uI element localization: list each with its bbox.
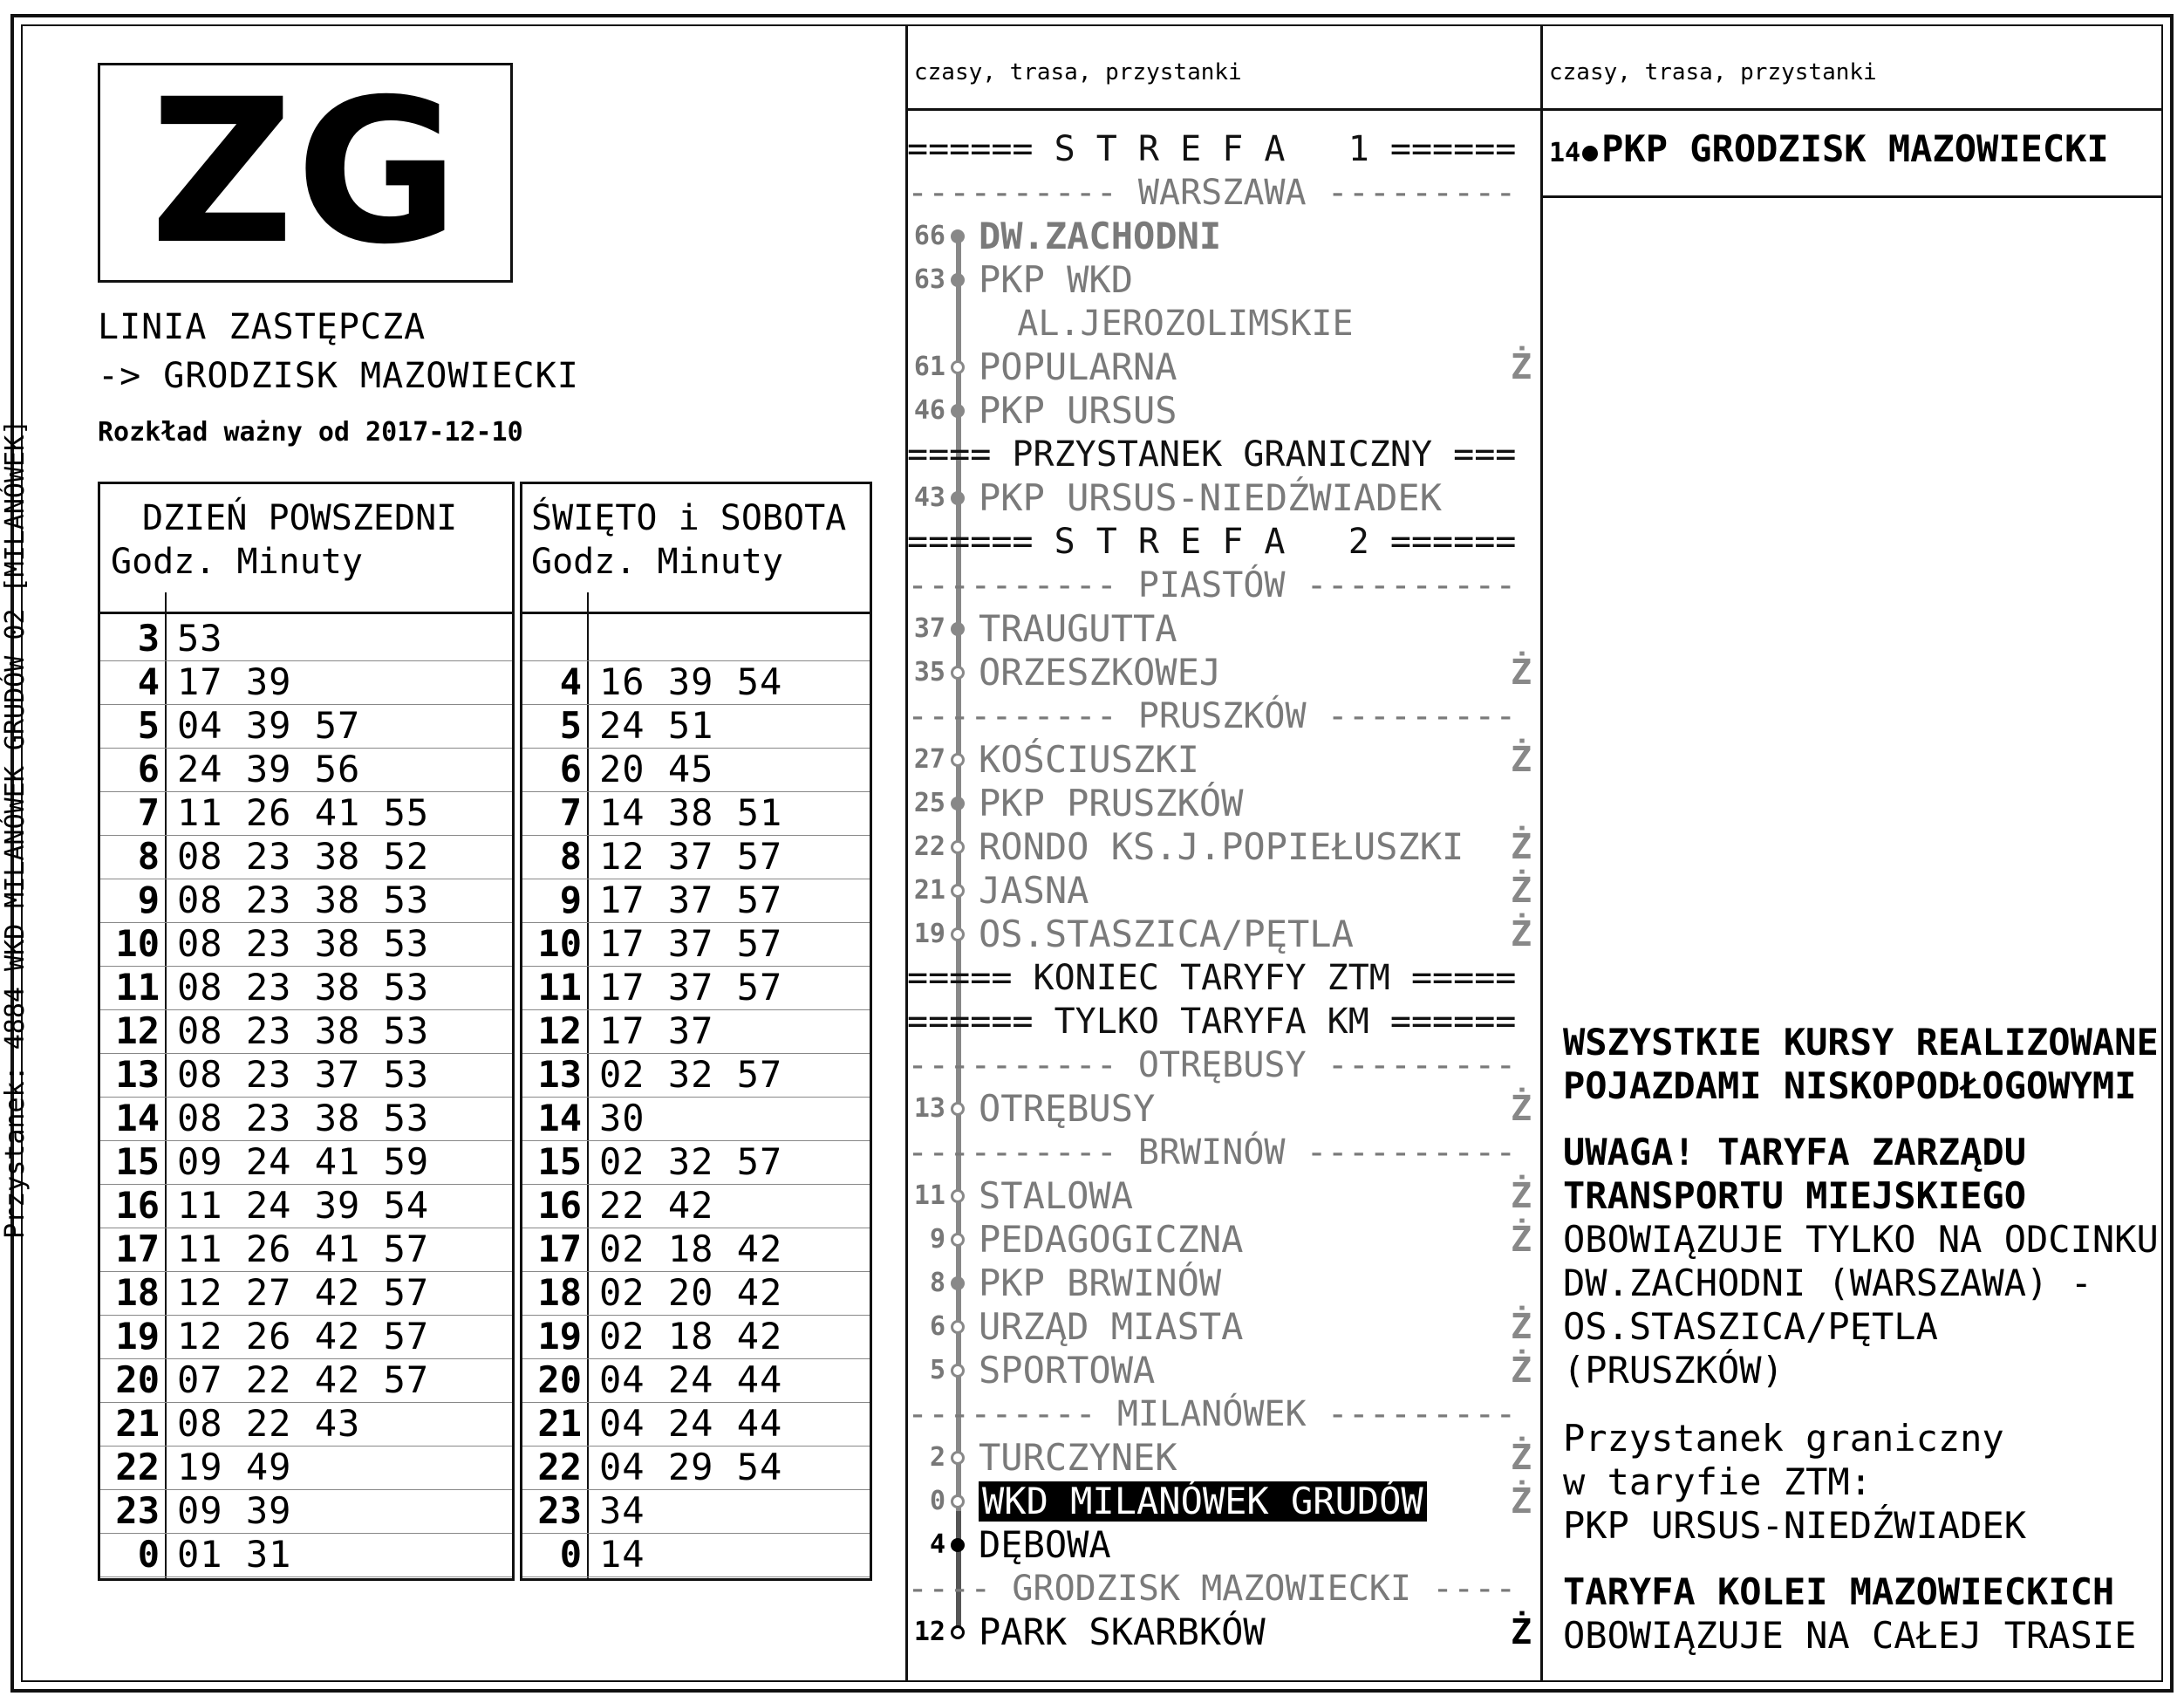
table-row	[100, 922, 512, 967]
hour-cell: 21	[537, 1402, 582, 1445]
stop-name: PKP BRWINÓW	[979, 1262, 1222, 1304]
on-request-mark: Ż	[1511, 1438, 1532, 1478]
stop-dot-on-request-icon	[951, 753, 965, 767]
table-row	[100, 1097, 512, 1141]
minutes-cell: 08 23 38 52	[177, 835, 430, 878]
stop-subtitle: AL.JEROZOLIMSKIE	[954, 304, 1354, 344]
zone-divider: ====== S T R E F A 1 ======	[907, 129, 1517, 169]
stop-time: 61	[913, 352, 945, 382]
hour-cell: 3	[137, 617, 160, 660]
zone-divider: ====== TYLKO TARYFA KM ======	[907, 1002, 1517, 1042]
stop-time: 66	[913, 221, 945, 251]
table-row	[522, 879, 870, 923]
town-divider: ---- GRODZISK MAZOWIECKI ----	[907, 1569, 1517, 1609]
table-row	[522, 704, 870, 749]
line-direction: -> GRODZISK MAZOWIECKI	[98, 356, 579, 396]
hour-cell: 15	[115, 1140, 160, 1183]
route-stop	[911, 913, 1539, 956]
stop-time: 9	[929, 1224, 945, 1255]
stop-dot-on-request-icon	[951, 884, 965, 898]
note-line: WSZYSTKIE KURSY REALIZOWANE	[1563, 1021, 2159, 1064]
stop-name: PKP PRUSZKÓW	[979, 782, 1244, 824]
stop-dot-filled-icon	[951, 622, 965, 636]
holiday-timetable	[520, 482, 872, 1581]
stop-name: WKD MILANÓWEK GRUDÓW	[979, 1481, 1427, 1522]
on-request-mark: Ż	[1511, 1612, 1532, 1652]
stop-dot-on-request-icon	[951, 1233, 965, 1247]
stop-dot-on-request-icon	[951, 1320, 965, 1334]
route-stop	[911, 215, 1539, 258]
stop-name: SPORTOWA	[979, 1349, 1156, 1392]
hour-cell: 0	[559, 1533, 582, 1576]
stop-side-label: Przystanek: 4884 WKD MILANÓWEK GRUDÓW 02 [MILANÓWEK]	[0, 419, 31, 1239]
route-stop	[911, 869, 1539, 913]
stop-dot-filled-icon	[951, 491, 965, 505]
stop-name: OTRĘBUSY	[979, 1087, 1156, 1130]
table-row	[522, 1533, 870, 1577]
stop-time: 11	[913, 1180, 945, 1211]
table-row	[100, 1533, 512, 1577]
holiday-title: ŚWIĘTO i SOBOTA	[531, 498, 847, 538]
minutes-cell: 12 27 42 57	[177, 1271, 430, 1314]
hour-cell: 16	[537, 1184, 582, 1227]
minutes-cell: 20 45	[599, 748, 714, 790]
minutes-cell: 14 38 51	[599, 791, 783, 834]
destination-name: PKP GRODZISK MAZOWIECKI	[1601, 127, 2109, 170]
hour-cell: 17	[115, 1228, 160, 1270]
stop-dot-filled-icon	[951, 1276, 965, 1290]
header-rule	[907, 108, 2163, 111]
minutes-cell: 07 22 42 57	[177, 1358, 430, 1401]
stop-name: ORZESZKOWEJ	[979, 651, 1222, 694]
hour-cell: 7	[137, 791, 160, 834]
stop-name: DĘBOWA	[979, 1523, 1111, 1566]
table-row	[522, 1184, 870, 1228]
stop-time: 25	[913, 788, 945, 818]
hour-cell: 11	[537, 966, 582, 1009]
table-row	[100, 1315, 512, 1359]
note-line: TRANSPORTU MIEJSKIEGO	[1563, 1174, 2027, 1217]
stop-time: 4	[929, 1529, 945, 1560]
stop-time: 35	[913, 657, 945, 687]
stop-name: PKP WKD	[979, 258, 1134, 301]
minutes-cell: 17 37 57	[599, 879, 783, 921]
note-line: OBOWIĄZUJE NA CAŁEJ TRASIE	[1563, 1614, 2137, 1657]
stop-name: STALOWA	[979, 1174, 1134, 1217]
hour-cell: 14	[537, 1097, 582, 1139]
minutes-cell: 12 37 57	[599, 835, 783, 878]
route-stop	[911, 1087, 1539, 1131]
table-row	[100, 791, 512, 836]
line-title: LINIA ZASTĘPCZA	[98, 307, 427, 347]
route-stop	[911, 258, 1539, 302]
hour-cell: 6	[559, 748, 582, 790]
minutes-cell: 02 32 57	[599, 1140, 783, 1183]
minutes-cell: 24 51	[599, 704, 714, 747]
table-row	[522, 1358, 870, 1403]
table-row	[100, 748, 512, 792]
on-request-mark: Ż	[1511, 1176, 1532, 1216]
minutes-cell: 01 31	[177, 1533, 292, 1576]
on-request-mark: Ż	[1511, 827, 1532, 867]
hour-cell: 19	[115, 1315, 160, 1358]
table-row	[522, 1009, 870, 1054]
hour-cell: 8	[137, 835, 160, 878]
stop-dot-on-request-icon	[951, 1102, 965, 1116]
stop-time: 8	[929, 1268, 945, 1298]
town-divider: ---------- WARSZAWA ---------	[907, 173, 1517, 213]
hour-cell: 11	[115, 966, 160, 1009]
table-row	[100, 1009, 512, 1054]
on-request-mark: Ż	[1511, 1481, 1532, 1522]
table-row	[100, 1140, 512, 1185]
table-row	[522, 748, 870, 792]
hour-cell: 15	[537, 1140, 582, 1183]
minutes-cell: 19 49	[177, 1446, 292, 1488]
table-row	[100, 879, 512, 923]
minutes-cell: 04 29 54	[599, 1446, 783, 1488]
hour-cell: 14	[115, 1097, 160, 1139]
stop-dot-on-request-icon	[951, 1189, 965, 1203]
table-row	[522, 835, 870, 879]
valid-from: Rozkład ważny od 2017-12-10	[98, 417, 523, 448]
weekday-header	[100, 484, 512, 614]
minutes-cell: 17 37 57	[599, 966, 783, 1009]
current-stop	[911, 1480, 1539, 1523]
minutes-cell: 53	[177, 617, 223, 660]
minutes-cell: 12 26 42 57	[177, 1315, 430, 1358]
stop-time: 43	[913, 482, 945, 513]
zone-divider: ====== S T R E F A 2 ======	[907, 522, 1517, 562]
town-divider: ---------- PIASTÓW ----------	[907, 565, 1517, 605]
hour-cell: 21	[115, 1402, 160, 1445]
minutes-cell: 22 42	[599, 1184, 714, 1227]
table-row	[100, 617, 512, 661]
hour-cell: 0	[137, 1533, 160, 1576]
stop-name: PKP URSUS-NIEDŹWIADEK	[979, 476, 1443, 519]
town-divider: --------- MILANÓWEK ---------	[907, 1394, 1517, 1434]
on-request-mark: Ż	[1511, 1307, 1532, 1347]
destination-time: 14	[1549, 138, 1581, 168]
stop-time: 13	[913, 1093, 945, 1124]
stop-name: RONDO KS.J.POPIEŁUSZKI	[979, 825, 1464, 868]
hour-cell: 5	[559, 704, 582, 747]
town-divider: ---------- PRUSZKÓW ---------	[907, 696, 1517, 736]
table-row	[522, 1228, 870, 1272]
stop-dot-on-request-icon	[951, 1494, 965, 1508]
table-row	[100, 660, 512, 705]
route-stop	[911, 1611, 1539, 1654]
minutes-cell: 30	[599, 1097, 645, 1139]
hour-cell: 17	[537, 1228, 582, 1270]
stop-name: JASNA	[979, 869, 1089, 912]
table-row	[522, 1446, 870, 1490]
table-row	[522, 791, 870, 836]
note-line: w taryfie ZTM:	[1563, 1460, 1873, 1503]
stop-time: 19	[913, 919, 945, 949]
minutes-cell: 09 39	[177, 1489, 292, 1532]
stop-time: 0	[929, 1486, 945, 1516]
weekday-title: DZIEŃ POWSZEDNI	[142, 498, 458, 538]
destination	[1549, 127, 2109, 175]
table-row	[522, 1271, 870, 1316]
note-line: POJAZDAMI NISKOPODŁOGOWYMI	[1563, 1064, 2137, 1107]
minutes-cell: 02 32 57	[599, 1053, 783, 1096]
table-row	[100, 1271, 512, 1316]
route-stop	[911, 1349, 1539, 1392]
hour-cell: 16	[115, 1184, 160, 1227]
stop-dot-filled-icon	[951, 404, 965, 418]
minutes-cell: 11 26 41 55	[177, 791, 430, 834]
minutes-cell: 11 26 41 57	[177, 1228, 430, 1270]
hour-cell: 4	[559, 660, 582, 703]
route-header-left: czasy, trasa, przystanki	[914, 59, 1242, 85]
column-divider-right	[1540, 24, 1543, 1682]
minutes-cell: 14	[599, 1533, 645, 1576]
minutes-cell: 08 23 37 53	[177, 1053, 430, 1096]
table-row	[522, 966, 870, 1010]
destination-dot-icon	[1582, 146, 1598, 161]
minutes-cell: 08 23 38 53	[177, 1009, 430, 1052]
stop-time: 63	[913, 264, 945, 295]
hour-cell: 22	[115, 1446, 160, 1488]
table-row	[522, 1053, 870, 1098]
on-request-mark: Ż	[1511, 1089, 1532, 1129]
note-line: OS.STASZICA/PĘTLA	[1563, 1305, 1938, 1348]
route-stop	[911, 738, 1539, 782]
minutes-cell: 08 23 38 53	[177, 1097, 430, 1139]
minutes-cell: 04 39 57	[177, 704, 361, 747]
route-stop	[911, 1174, 1539, 1218]
table-row	[100, 1489, 512, 1534]
stop-name: OS.STASZICA/PĘTLA	[979, 913, 1354, 955]
table-row	[522, 1097, 870, 1141]
minutes-cell: 11 24 39 54	[177, 1184, 430, 1227]
stop-dot-on-request-icon	[951, 840, 965, 854]
route-stop	[911, 825, 1539, 869]
table-row	[522, 1140, 870, 1185]
stop-time: 12	[913, 1617, 945, 1647]
hour-cell: 10	[537, 922, 582, 965]
stop-time: 37	[913, 613, 945, 644]
table-row	[522, 922, 870, 967]
on-request-mark: Ż	[1511, 653, 1532, 693]
route-stop	[911, 607, 1539, 651]
stop-time: 6	[929, 1311, 945, 1342]
stop-name: PARK SKARBKÓW	[979, 1611, 1266, 1653]
hour-cell: 18	[115, 1271, 160, 1314]
hour-cell: 6	[137, 748, 160, 790]
route-stop	[911, 1436, 1539, 1480]
weekday-subtitle: Godz. Minuty	[111, 542, 363, 582]
on-request-mark: Ż	[1511, 871, 1532, 911]
hour-cell: 13	[115, 1053, 160, 1096]
on-request-mark: Ż	[1511, 914, 1532, 954]
table-row	[100, 704, 512, 749]
minutes-cell: 04 24 44	[599, 1358, 783, 1401]
stop-time: 2	[929, 1442, 945, 1473]
stop-time: 5	[929, 1355, 945, 1385]
table-row	[522, 1489, 870, 1534]
minutes-cell: 02 18 42	[599, 1315, 783, 1358]
weekday-timetable	[98, 482, 515, 1581]
stop-name: TURCZYNEK	[979, 1436, 1177, 1479]
table-row	[100, 1402, 512, 1447]
stop-dot-filled-icon	[951, 273, 965, 287]
on-request-mark: Ż	[1511, 740, 1532, 780]
stop-name: DW.ZACHODNI	[979, 215, 1222, 257]
hour-cell: 5	[137, 704, 160, 747]
minutes-cell: 17 37	[599, 1009, 714, 1052]
note-line: (PRUSZKÓW)	[1563, 1349, 1784, 1392]
on-request-mark: Ż	[1511, 347, 1532, 387]
minutes-cell: 17 37 57	[599, 922, 783, 965]
hour-cell: 20	[537, 1358, 582, 1401]
minutes-cell: 08 22 43	[177, 1402, 361, 1445]
minutes-cell: 24 39 56	[177, 748, 361, 790]
stop-dot-on-request-icon	[951, 360, 965, 374]
minutes-cell: 04 24 44	[599, 1402, 783, 1445]
route-stop	[911, 389, 1539, 433]
on-request-mark: Ż	[1511, 1351, 1532, 1391]
minutes-cell: 08 23 38 53	[177, 922, 430, 965]
route-stop	[911, 1218, 1539, 1262]
note-line: Przystanek graniczny	[1563, 1417, 2004, 1460]
table-row	[100, 1184, 512, 1228]
stop-dot-on-request-icon	[951, 1364, 965, 1378]
minutes-cell: 08 23 38 53	[177, 966, 430, 1009]
table-row	[100, 1446, 512, 1490]
minutes-cell: 02 18 42	[599, 1228, 783, 1270]
stop-dot-filled-icon	[951, 1538, 965, 1552]
stop-time: 27	[913, 744, 945, 775]
minutes-cell: 17 39	[177, 660, 292, 703]
route-header-right: czasy, trasa, przystanki	[1549, 59, 1877, 85]
stop-dot-on-request-icon	[951, 1451, 965, 1465]
on-request-mark: Ż	[1511, 1220, 1532, 1260]
hour-cell: 12	[115, 1009, 160, 1052]
note-line: DW.ZACHODNI (WARSZAWA) -	[1563, 1262, 2092, 1304]
route-stop	[911, 476, 1539, 520]
hour-cell: 9	[559, 879, 582, 921]
route-stop	[911, 1523, 1539, 1567]
table-row	[522, 660, 870, 705]
route-stop	[911, 1305, 1539, 1349]
table-row	[100, 835, 512, 879]
table-row	[100, 1228, 512, 1272]
stop-name: TRAUGUTTA	[979, 607, 1177, 650]
stop-dot-on-request-icon	[951, 666, 965, 680]
minutes-cell: 34	[599, 1489, 645, 1532]
hour-cell: 23	[537, 1489, 582, 1532]
route-stop	[911, 651, 1539, 694]
stop-name: URZĄD MIASTA	[979, 1305, 1244, 1348]
stop-time: 22	[913, 831, 945, 862]
note-line: TARYFA KOLEI MAZOWIECKICH	[1563, 1570, 2115, 1613]
stop-dot-filled-icon	[951, 229, 965, 243]
stop-time: 21	[913, 875, 945, 906]
zone-divider: ==== PRZYSTANEK GRANICZNY ===	[907, 434, 1517, 475]
hour-cell: 12	[537, 1009, 582, 1052]
table-row	[100, 966, 512, 1010]
stop-dot-filled-icon	[951, 797, 965, 810]
note-line: PKP URSUS-NIEDŹWIADEK	[1563, 1504, 2027, 1547]
hour-cell: 18	[537, 1271, 582, 1314]
stop-name: PEDAGOGICZNA	[979, 1218, 1244, 1261]
hour-cell: 19	[537, 1315, 582, 1358]
town-divider: ---------- OTRĘBUSY ---------	[907, 1045, 1517, 1085]
table-row	[100, 1053, 512, 1098]
route-stop	[911, 1262, 1539, 1305]
stop-name: KOŚCIUSZKI	[979, 738, 1199, 781]
stop-time: 46	[913, 395, 945, 426]
town-divider: ---------- BRWINÓW ----------	[907, 1132, 1517, 1173]
hour-cell: 20	[115, 1358, 160, 1401]
stop-name: POPULARNA	[979, 345, 1177, 388]
table-row	[522, 617, 870, 661]
note-line: UWAGA! TARYFA ZARZĄDU	[1563, 1131, 2027, 1173]
table-row	[100, 1358, 512, 1403]
holiday-subtitle: Godz. Minuty	[531, 542, 783, 582]
hour-cell: 23	[115, 1489, 160, 1532]
line-logo: ZG	[98, 63, 513, 283]
route-stop	[911, 782, 1539, 825]
destination-rule	[1542, 195, 2163, 198]
stop-name: PKP URSUS	[979, 389, 1177, 432]
route-stop	[911, 345, 1539, 389]
zone-divider: ===== KONIEC TARYFY ZTM =====	[907, 958, 1517, 998]
minutes-cell: 09 24 41 59	[177, 1140, 430, 1183]
note-line: OBOWIĄZUJE TYLKO NA ODCINKU	[1563, 1218, 2159, 1261]
hour-cell: 10	[115, 922, 160, 965]
hour-cell: 4	[137, 660, 160, 703]
hour-cell: 8	[559, 835, 582, 878]
stop-dot-on-request-icon	[951, 1625, 965, 1639]
hour-cell: 22	[537, 1446, 582, 1488]
hour-cell: 9	[137, 879, 160, 921]
minutes-cell: 02 20 42	[599, 1271, 783, 1314]
table-row	[522, 1402, 870, 1447]
hour-cell: 7	[559, 791, 582, 834]
hour-cell: 13	[537, 1053, 582, 1096]
holiday-header	[522, 484, 870, 614]
minutes-cell: 08 23 38 53	[177, 879, 430, 921]
table-row	[522, 1315, 870, 1359]
minutes-cell: 16 39 54	[599, 660, 783, 703]
stop-dot-on-request-icon	[951, 927, 965, 941]
